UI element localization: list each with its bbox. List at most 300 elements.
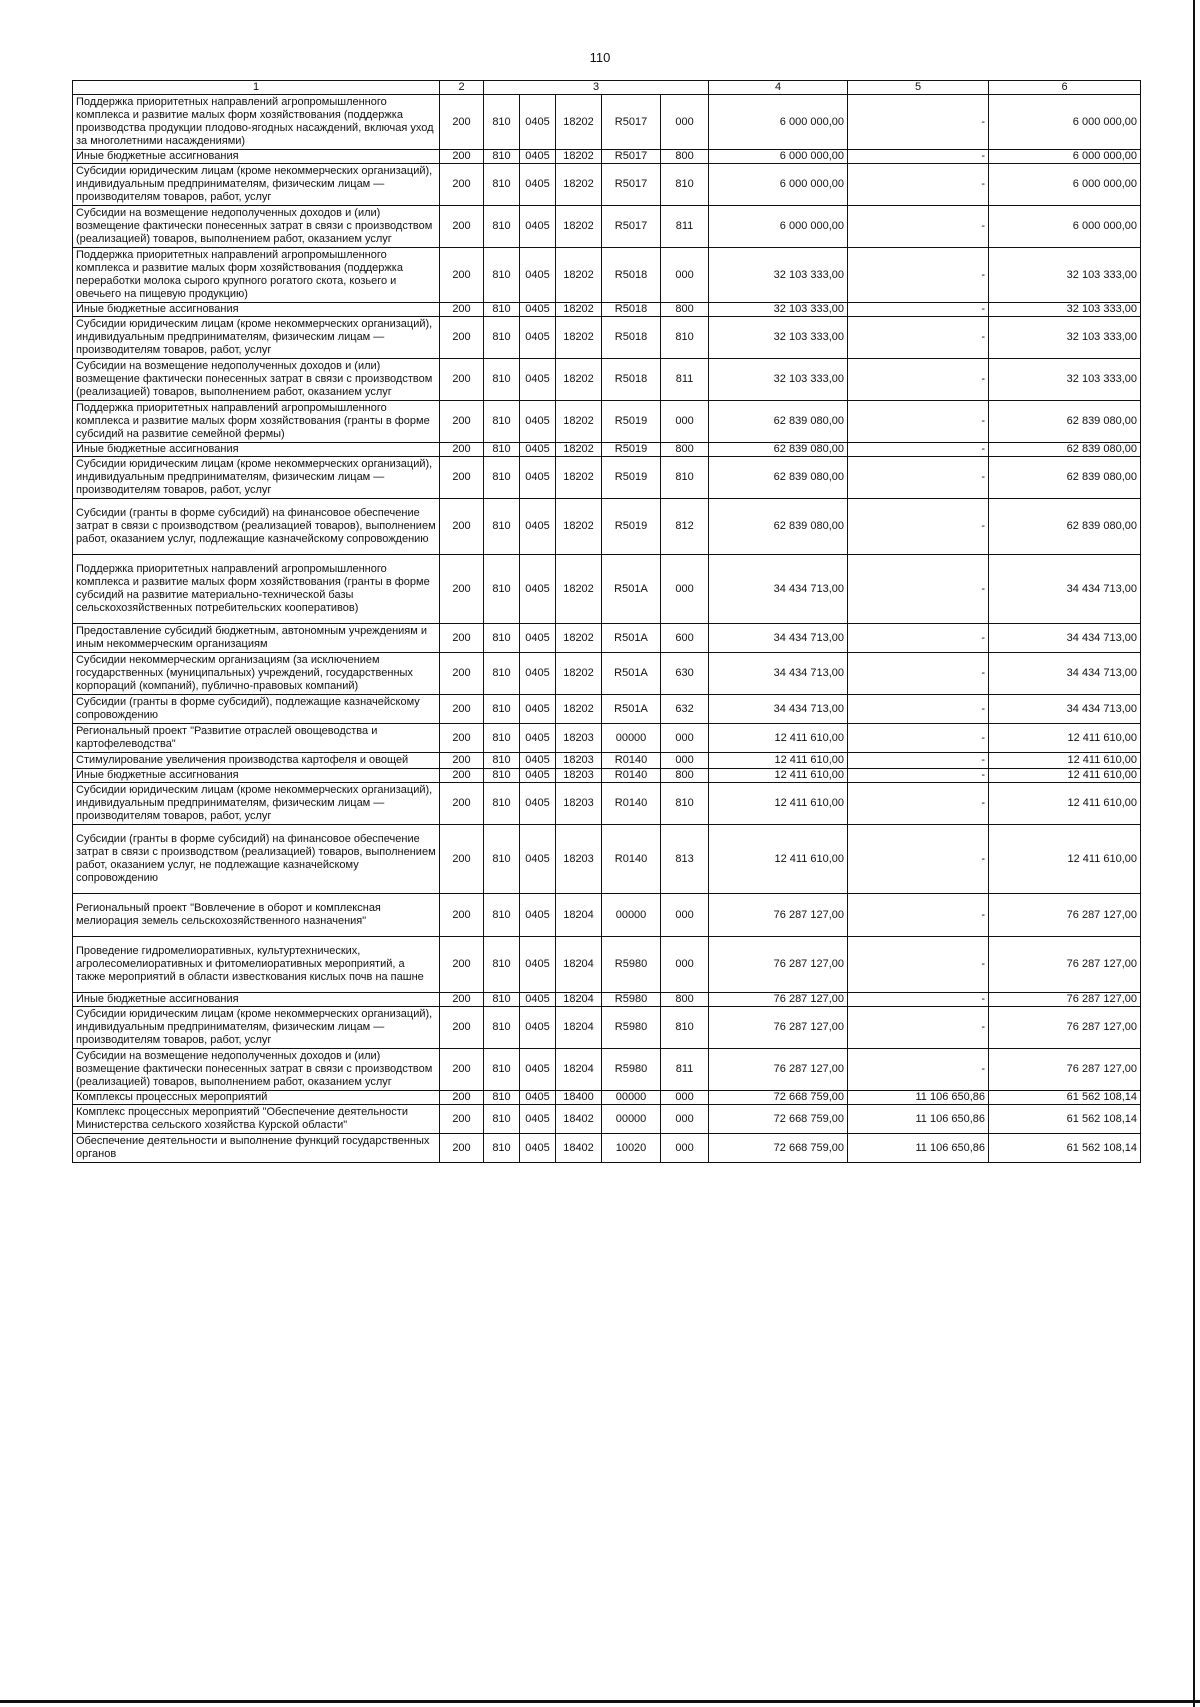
cell-ministry: 810 (484, 248, 520, 303)
table-row (73, 248, 1141, 303)
cell-code: 200 (440, 783, 484, 825)
cell-program: 18203 (556, 724, 602, 753)
table-header-row (73, 81, 1141, 95)
cell-direction: 00000 (602, 1091, 661, 1105)
cell-expense-type: 810 (661, 783, 709, 825)
cell-direction: R5019 (602, 457, 661, 499)
cell-ministry: 810 (484, 150, 520, 164)
cell-direction: R5018 (602, 248, 661, 303)
cell-code: 200 (440, 359, 484, 401)
cell-col6: 61 562 108,14 (989, 1091, 1141, 1105)
cell-name: Комплекс процессных мероприятий "Обеспечение деятельности Министерства сельского хозяйства Курской области" (73, 1105, 440, 1134)
cell-program: 18202 (556, 317, 602, 359)
cell-col6: 76 287 127,00 (989, 894, 1141, 937)
cell-program: 18202 (556, 150, 602, 164)
cell-program: 18203 (556, 825, 602, 894)
cell-name: Поддержка приоритетных направлений агропромышленного комплекса и развитие малых форм хозяйствования (поддержка производства продукции плодово-ягодных насаждений, включая уход за многолетними насаждениями) (73, 95, 440, 150)
cell-col5: - (848, 825, 989, 894)
cell-program: 18202 (556, 164, 602, 206)
cell-direction: R501A (602, 555, 661, 624)
cell-col4: 62 839 080,00 (709, 499, 848, 555)
cell-col6: 62 839 080,00 (989, 457, 1141, 499)
cell-expense-type: 810 (661, 317, 709, 359)
cell-direction: R5980 (602, 993, 661, 1007)
cell-direction: R5018 (602, 359, 661, 401)
cell-code: 200 (440, 443, 484, 457)
cell-name: Поддержка приоритетных направлений агропромышленного комплекса и развитие малых форм хозяйствования (гранты в форме субсидий на развитие семейной фермы) (73, 401, 440, 443)
cell-col5: - (848, 401, 989, 443)
cell-ministry: 810 (484, 401, 520, 443)
cell-code: 200 (440, 164, 484, 206)
cell-expense-type: 812 (661, 499, 709, 555)
cell-name: Иные бюджетные ассигнования (73, 303, 440, 317)
cell-code: 200 (440, 753, 484, 769)
cell-section: 0405 (520, 164, 556, 206)
cell-direction: 00000 (602, 724, 661, 753)
cell-name: Субсидии на возмещение недополученных доходов и (или) возмещение фактически понесенных затрат в связи с производством (реализацией) товаров, выполнением работ, оказанием услуг (73, 206, 440, 248)
cell-section: 0405 (520, 555, 556, 624)
cell-col4: 32 103 333,00 (709, 317, 848, 359)
cell-expense-type: 811 (661, 206, 709, 248)
cell-name: Иные бюджетные ассигнования (73, 769, 440, 783)
cell-col4: 76 287 127,00 (709, 894, 848, 937)
table-row (73, 653, 1141, 695)
cell-direction: R5980 (602, 937, 661, 993)
cell-section: 0405 (520, 1091, 556, 1105)
cell-expense-type: 000 (661, 1105, 709, 1134)
table-body (73, 95, 1141, 1163)
table-row (73, 150, 1141, 164)
cell-direction: R5019 (602, 499, 661, 555)
cell-name: Субсидии на возмещение недополученных доходов и (или) возмещение фактически понесенных затрат в связи с производством (реализацией) товаров, выполнением работ, оказанием услуг (73, 359, 440, 401)
cell-col5: - (848, 724, 989, 753)
cell-col4: 62 839 080,00 (709, 457, 848, 499)
cell-section: 0405 (520, 1134, 556, 1163)
cell-code: 200 (440, 95, 484, 150)
cell-col5: 11 106 650,86 (848, 1091, 989, 1105)
cell-name: Региональный проект "Развитие отраслей овощеводства и картофелеводства" (73, 724, 440, 753)
cell-code: 200 (440, 653, 484, 695)
cell-expense-type: 811 (661, 359, 709, 401)
cell-code: 200 (440, 894, 484, 937)
header-col-6: 6 (989, 81, 1141, 95)
page-edge-line (1193, 0, 1195, 1707)
cell-program: 18204 (556, 993, 602, 1007)
cell-col4: 72 668 759,00 (709, 1105, 848, 1134)
cell-section: 0405 (520, 624, 556, 653)
cell-program: 18202 (556, 695, 602, 724)
cell-program: 18202 (556, 359, 602, 401)
cell-col5: - (848, 443, 989, 457)
table-row (73, 1091, 1141, 1105)
cell-expense-type: 000 (661, 248, 709, 303)
cell-program: 18204 (556, 937, 602, 993)
table-row (73, 769, 1141, 783)
cell-col4: 34 434 713,00 (709, 624, 848, 653)
cell-ministry: 810 (484, 769, 520, 783)
cell-expense-type: 000 (661, 95, 709, 150)
table-row (73, 555, 1141, 624)
cell-expense-type: 600 (661, 624, 709, 653)
cell-name: Проведение гидромелиоративных, культуртехнических, агролесомелиоративных и фитомелиоративных мероприятий, а также мероприятий в области известкования кислых почв на пашне (73, 937, 440, 993)
cell-code: 200 (440, 624, 484, 653)
cell-name: Субсидии юридическим лицам (кроме некоммерческих организаций), индивидуальным предпринимателям, физическим лицам — производителям товаров, работ, услуг (73, 1007, 440, 1049)
page-edge-line-bottom (0, 1700, 1200, 1703)
cell-col4: 76 287 127,00 (709, 1049, 848, 1091)
cell-direction: R501A (602, 695, 661, 724)
cell-program: 18202 (556, 206, 602, 248)
cell-col4: 76 287 127,00 (709, 993, 848, 1007)
cell-ministry: 810 (484, 993, 520, 1007)
cell-col4: 12 411 610,00 (709, 783, 848, 825)
cell-section: 0405 (520, 937, 556, 993)
cell-section: 0405 (520, 401, 556, 443)
cell-name: Субсидии некоммерческим организациям (за исключением государственных (муниципальных) учреждений, государственных корпораций (компаний), публично-правовых компаний) (73, 653, 440, 695)
cell-ministry: 810 (484, 164, 520, 206)
cell-col5: - (848, 993, 989, 1007)
cell-code: 200 (440, 1007, 484, 1049)
cell-program: 18400 (556, 1091, 602, 1105)
cell-direction: R5019 (602, 401, 661, 443)
cell-section: 0405 (520, 359, 556, 401)
cell-program: 18204 (556, 1049, 602, 1091)
cell-section: 0405 (520, 303, 556, 317)
cell-col6: 76 287 127,00 (989, 1007, 1141, 1049)
cell-col6: 34 434 713,00 (989, 653, 1141, 695)
cell-col5: - (848, 783, 989, 825)
cell-section: 0405 (520, 1007, 556, 1049)
cell-col5: - (848, 499, 989, 555)
cell-name: Субсидии юридическим лицам (кроме некоммерческих организаций), индивидуальным предпринимателям, физическим лицам — производителям товаров, работ, услуг (73, 457, 440, 499)
cell-section: 0405 (520, 1105, 556, 1134)
cell-expense-type: 800 (661, 303, 709, 317)
cell-col5: - (848, 1007, 989, 1049)
cell-col4: 32 103 333,00 (709, 248, 848, 303)
cell-code: 200 (440, 401, 484, 443)
header-col-4: 4 (709, 81, 848, 95)
cell-ministry: 810 (484, 359, 520, 401)
table-row (73, 993, 1141, 1007)
cell-direction: 10020 (602, 1134, 661, 1163)
cell-direction: R5019 (602, 443, 661, 457)
table-row (73, 499, 1141, 555)
cell-expense-type: 632 (661, 695, 709, 724)
cell-name: Субсидии юридическим лицам (кроме некоммерческих организаций), индивидуальным предпринимателям, физическим лицам — производителям товаров, работ, услуг (73, 783, 440, 825)
cell-code: 200 (440, 206, 484, 248)
cell-name: Стимулирование увеличения производства картофеля и овощей (73, 753, 440, 769)
cell-col4: 76 287 127,00 (709, 1007, 848, 1049)
cell-section: 0405 (520, 95, 556, 150)
cell-section: 0405 (520, 248, 556, 303)
cell-col6: 12 411 610,00 (989, 825, 1141, 894)
cell-col5: - (848, 317, 989, 359)
cell-code: 200 (440, 457, 484, 499)
cell-program: 18202 (556, 457, 602, 499)
cell-section: 0405 (520, 894, 556, 937)
cell-col4: 34 434 713,00 (709, 555, 848, 624)
table-row (73, 695, 1141, 724)
cell-section: 0405 (520, 499, 556, 555)
budget-table-wrapper (72, 80, 1140, 1163)
cell-code: 200 (440, 499, 484, 555)
cell-expense-type: 000 (661, 724, 709, 753)
cell-ministry: 810 (484, 937, 520, 993)
cell-code: 200 (440, 1049, 484, 1091)
cell-ministry: 810 (484, 825, 520, 894)
cell-code: 200 (440, 555, 484, 624)
cell-name: Иные бюджетные ассигнования (73, 150, 440, 164)
table-row (73, 724, 1141, 753)
cell-section: 0405 (520, 457, 556, 499)
cell-col5: - (848, 624, 989, 653)
cell-col5: - (848, 653, 989, 695)
cell-col4: 32 103 333,00 (709, 303, 848, 317)
cell-expense-type: 000 (661, 753, 709, 769)
cell-name: Обеспечение деятельности и выполнение функций государственных органов (73, 1134, 440, 1163)
cell-code: 200 (440, 248, 484, 303)
cell-code: 200 (440, 695, 484, 724)
cell-col6: 34 434 713,00 (989, 624, 1141, 653)
table-row (73, 1049, 1141, 1091)
cell-expense-type: 630 (661, 653, 709, 695)
cell-expense-type: 813 (661, 825, 709, 894)
cell-ministry: 810 (484, 457, 520, 499)
cell-ministry: 810 (484, 206, 520, 248)
cell-col4: 6 000 000,00 (709, 150, 848, 164)
cell-section: 0405 (520, 695, 556, 724)
cell-name: Поддержка приоритетных направлений агропромышленного комплекса и развитие малых форм хозяйствования (гранты в форме субсидий на развитие материально-технической базы сельскохозяйственных потребительских кооперативов) (73, 555, 440, 624)
cell-expense-type: 000 (661, 401, 709, 443)
cell-code: 200 (440, 993, 484, 1007)
cell-code: 200 (440, 937, 484, 993)
cell-code: 200 (440, 825, 484, 894)
table-row (73, 206, 1141, 248)
cell-expense-type: 800 (661, 769, 709, 783)
cell-direction: R5017 (602, 150, 661, 164)
cell-section: 0405 (520, 653, 556, 695)
cell-direction: R0140 (602, 753, 661, 769)
cell-section: 0405 (520, 783, 556, 825)
cell-code: 200 (440, 150, 484, 164)
cell-ministry: 810 (484, 1091, 520, 1105)
cell-name: Поддержка приоритетных направлений агропромышленного комплекса и развитие малых форм хозяйствования (поддержка переработки молока сырого крупного рогатого скота, козьего и овечьего на пищевую продукцию) (73, 248, 440, 303)
cell-name: Субсидии юридическим лицам (кроме некоммерческих организаций), индивидуальным предпринимателям, физическим лицам — производителям товаров, работ, услуг (73, 317, 440, 359)
cell-col6: 6 000 000,00 (989, 206, 1141, 248)
cell-col6: 6 000 000,00 (989, 150, 1141, 164)
cell-name: Комплексы процессных мероприятий (73, 1091, 440, 1105)
cell-expense-type: 800 (661, 993, 709, 1007)
cell-col5: - (848, 753, 989, 769)
cell-program: 18202 (556, 624, 602, 653)
cell-ministry: 810 (484, 1105, 520, 1134)
cell-col5: - (848, 457, 989, 499)
cell-col6: 32 103 333,00 (989, 359, 1141, 401)
cell-program: 18203 (556, 769, 602, 783)
cell-program: 18203 (556, 783, 602, 825)
cell-col4: 62 839 080,00 (709, 401, 848, 443)
cell-section: 0405 (520, 825, 556, 894)
cell-ministry: 810 (484, 555, 520, 624)
cell-name: Субсидии (гранты в форме субсидий), подлежащие казначейскому сопровождению (73, 695, 440, 724)
cell-col4: 76 287 127,00 (709, 937, 848, 993)
cell-code: 200 (440, 769, 484, 783)
table-row (73, 95, 1141, 150)
cell-code: 200 (440, 1105, 484, 1134)
cell-col5: - (848, 695, 989, 724)
cell-col5: - (848, 937, 989, 993)
cell-ministry: 810 (484, 317, 520, 359)
cell-name: Иные бюджетные ассигнования (73, 443, 440, 457)
cell-expense-type: 800 (661, 443, 709, 457)
cell-col5: - (848, 303, 989, 317)
cell-section: 0405 (520, 724, 556, 753)
cell-expense-type: 000 (661, 1134, 709, 1163)
cell-col6: 62 839 080,00 (989, 443, 1141, 457)
cell-col6: 32 103 333,00 (989, 248, 1141, 303)
table-row (73, 303, 1141, 317)
cell-expense-type: 000 (661, 1091, 709, 1105)
cell-ministry: 810 (484, 303, 520, 317)
cell-col4: 12 411 610,00 (709, 825, 848, 894)
cell-name: Субсидии (гранты в форме субсидий) на финансовое обеспечение затрат в связи с производством (реализацией) товаров, выполнением работ, оказанием услуг, не подлежащие казначейскому сопровождению (73, 825, 440, 894)
table-row (73, 317, 1141, 359)
cell-direction: R5980 (602, 1007, 661, 1049)
cell-name: Субсидии (гранты в форме субсидий) на финансовое обеспечение затрат в связи с производством (реализацией товаров), выполнением работ, оказанием услуг, подлежащие казначейскому сопровождению (73, 499, 440, 555)
cell-col6: 76 287 127,00 (989, 1049, 1141, 1091)
cell-code: 200 (440, 724, 484, 753)
cell-col6: 6 000 000,00 (989, 95, 1141, 150)
cell-col4: 32 103 333,00 (709, 359, 848, 401)
header-col-5: 5 (848, 81, 989, 95)
cell-code: 200 (440, 1134, 484, 1163)
cell-ministry: 810 (484, 95, 520, 150)
table-row (73, 937, 1141, 993)
cell-ministry: 810 (484, 624, 520, 653)
cell-program: 18204 (556, 894, 602, 937)
cell-direction: R5017 (602, 206, 661, 248)
cell-section: 0405 (520, 753, 556, 769)
cell-col4: 6 000 000,00 (709, 206, 848, 248)
cell-section: 0405 (520, 206, 556, 248)
cell-expense-type: 810 (661, 1007, 709, 1049)
cell-program: 18202 (556, 443, 602, 457)
cell-col6: 12 411 610,00 (989, 724, 1141, 753)
cell-program: 18202 (556, 401, 602, 443)
table-row (73, 457, 1141, 499)
cell-expense-type: 000 (661, 937, 709, 993)
cell-col5: - (848, 95, 989, 150)
cell-col5: - (848, 555, 989, 624)
table-row (73, 753, 1141, 769)
cell-col4: 12 411 610,00 (709, 724, 848, 753)
cell-col4: 34 434 713,00 (709, 653, 848, 695)
header-col-1: 1 (73, 81, 440, 95)
cell-col4: 62 839 080,00 (709, 443, 848, 457)
cell-expense-type: 810 (661, 457, 709, 499)
cell-ministry: 810 (484, 753, 520, 769)
cell-ministry: 810 (484, 695, 520, 724)
table-row (73, 1105, 1141, 1134)
cell-col5: - (848, 359, 989, 401)
cell-direction: R5017 (602, 95, 661, 150)
cell-col6: 76 287 127,00 (989, 937, 1141, 993)
cell-expense-type: 000 (661, 894, 709, 937)
cell-col6: 34 434 713,00 (989, 555, 1141, 624)
cell-direction: R501A (602, 653, 661, 695)
cell-col6: 62 839 080,00 (989, 401, 1141, 443)
header-col-2: 2 (440, 81, 484, 95)
cell-col4: 12 411 610,00 (709, 753, 848, 769)
cell-ministry: 810 (484, 783, 520, 825)
cell-direction: R0140 (602, 825, 661, 894)
cell-direction: 00000 (602, 1105, 661, 1134)
cell-program: 18202 (556, 653, 602, 695)
cell-name: Субсидии на возмещение недополученных доходов и (или) возмещение фактически понесенных затрат в связи с производством (реализацией) товаров, выполнением работ, оказанием услуг (73, 1049, 440, 1091)
cell-col6: 12 411 610,00 (989, 753, 1141, 769)
table-row (73, 624, 1141, 653)
cell-program: 18402 (556, 1105, 602, 1134)
cell-section: 0405 (520, 150, 556, 164)
table-row (73, 1007, 1141, 1049)
cell-ministry: 810 (484, 1007, 520, 1049)
cell-program: 18202 (556, 303, 602, 317)
cell-section: 0405 (520, 769, 556, 783)
cell-direction: R5017 (602, 164, 661, 206)
cell-program: 18202 (556, 248, 602, 303)
cell-program: 18204 (556, 1007, 602, 1049)
cell-col6: 61 562 108,14 (989, 1105, 1141, 1134)
cell-section: 0405 (520, 443, 556, 457)
table-row (73, 443, 1141, 457)
cell-direction: R0140 (602, 769, 661, 783)
cell-col5: - (848, 894, 989, 937)
cell-name: Региональный проект "Вовлечение в оборот и комплексная мелиорация земель сельскохозяйственного назначения" (73, 894, 440, 937)
cell-col6: 61 562 108,14 (989, 1134, 1141, 1163)
cell-expense-type: 810 (661, 164, 709, 206)
cell-program: 18202 (556, 499, 602, 555)
cell-program: 18203 (556, 753, 602, 769)
table-row (73, 1134, 1141, 1163)
cell-col5: 11 106 650,86 (848, 1105, 989, 1134)
cell-direction: R5018 (602, 303, 661, 317)
cell-col6: 12 411 610,00 (989, 783, 1141, 825)
cell-name: Предоставление субсидий бюджетным, автономным учреждениям и иным некоммерческим организациям (73, 624, 440, 653)
cell-col6: 62 839 080,00 (989, 499, 1141, 555)
cell-col6: 12 411 610,00 (989, 769, 1141, 783)
cell-expense-type: 811 (661, 1049, 709, 1091)
cell-section: 0405 (520, 317, 556, 359)
cell-ministry: 810 (484, 653, 520, 695)
cell-ministry: 810 (484, 443, 520, 457)
table-row (73, 825, 1141, 894)
cell-direction: R0140 (602, 783, 661, 825)
cell-col4: 6 000 000,00 (709, 164, 848, 206)
cell-name: Субсидии юридическим лицам (кроме некоммерческих организаций), индивидуальным предпринимателям, физическим лицам — производителям товаров, работ, услуг (73, 164, 440, 206)
cell-program: 18202 (556, 555, 602, 624)
cell-ministry: 810 (484, 894, 520, 937)
table-row (73, 894, 1141, 937)
cell-direction: R5980 (602, 1049, 661, 1091)
cell-col4: 72 668 759,00 (709, 1134, 848, 1163)
cell-col5: 11 106 650,86 (848, 1134, 989, 1163)
cell-col6: 76 287 127,00 (989, 993, 1141, 1007)
cell-code: 200 (440, 317, 484, 359)
cell-ministry: 810 (484, 499, 520, 555)
header-col-3: 3 (484, 81, 709, 95)
page-number: 110 (589, 50, 611, 65)
cell-code: 200 (440, 303, 484, 317)
table-row (73, 359, 1141, 401)
